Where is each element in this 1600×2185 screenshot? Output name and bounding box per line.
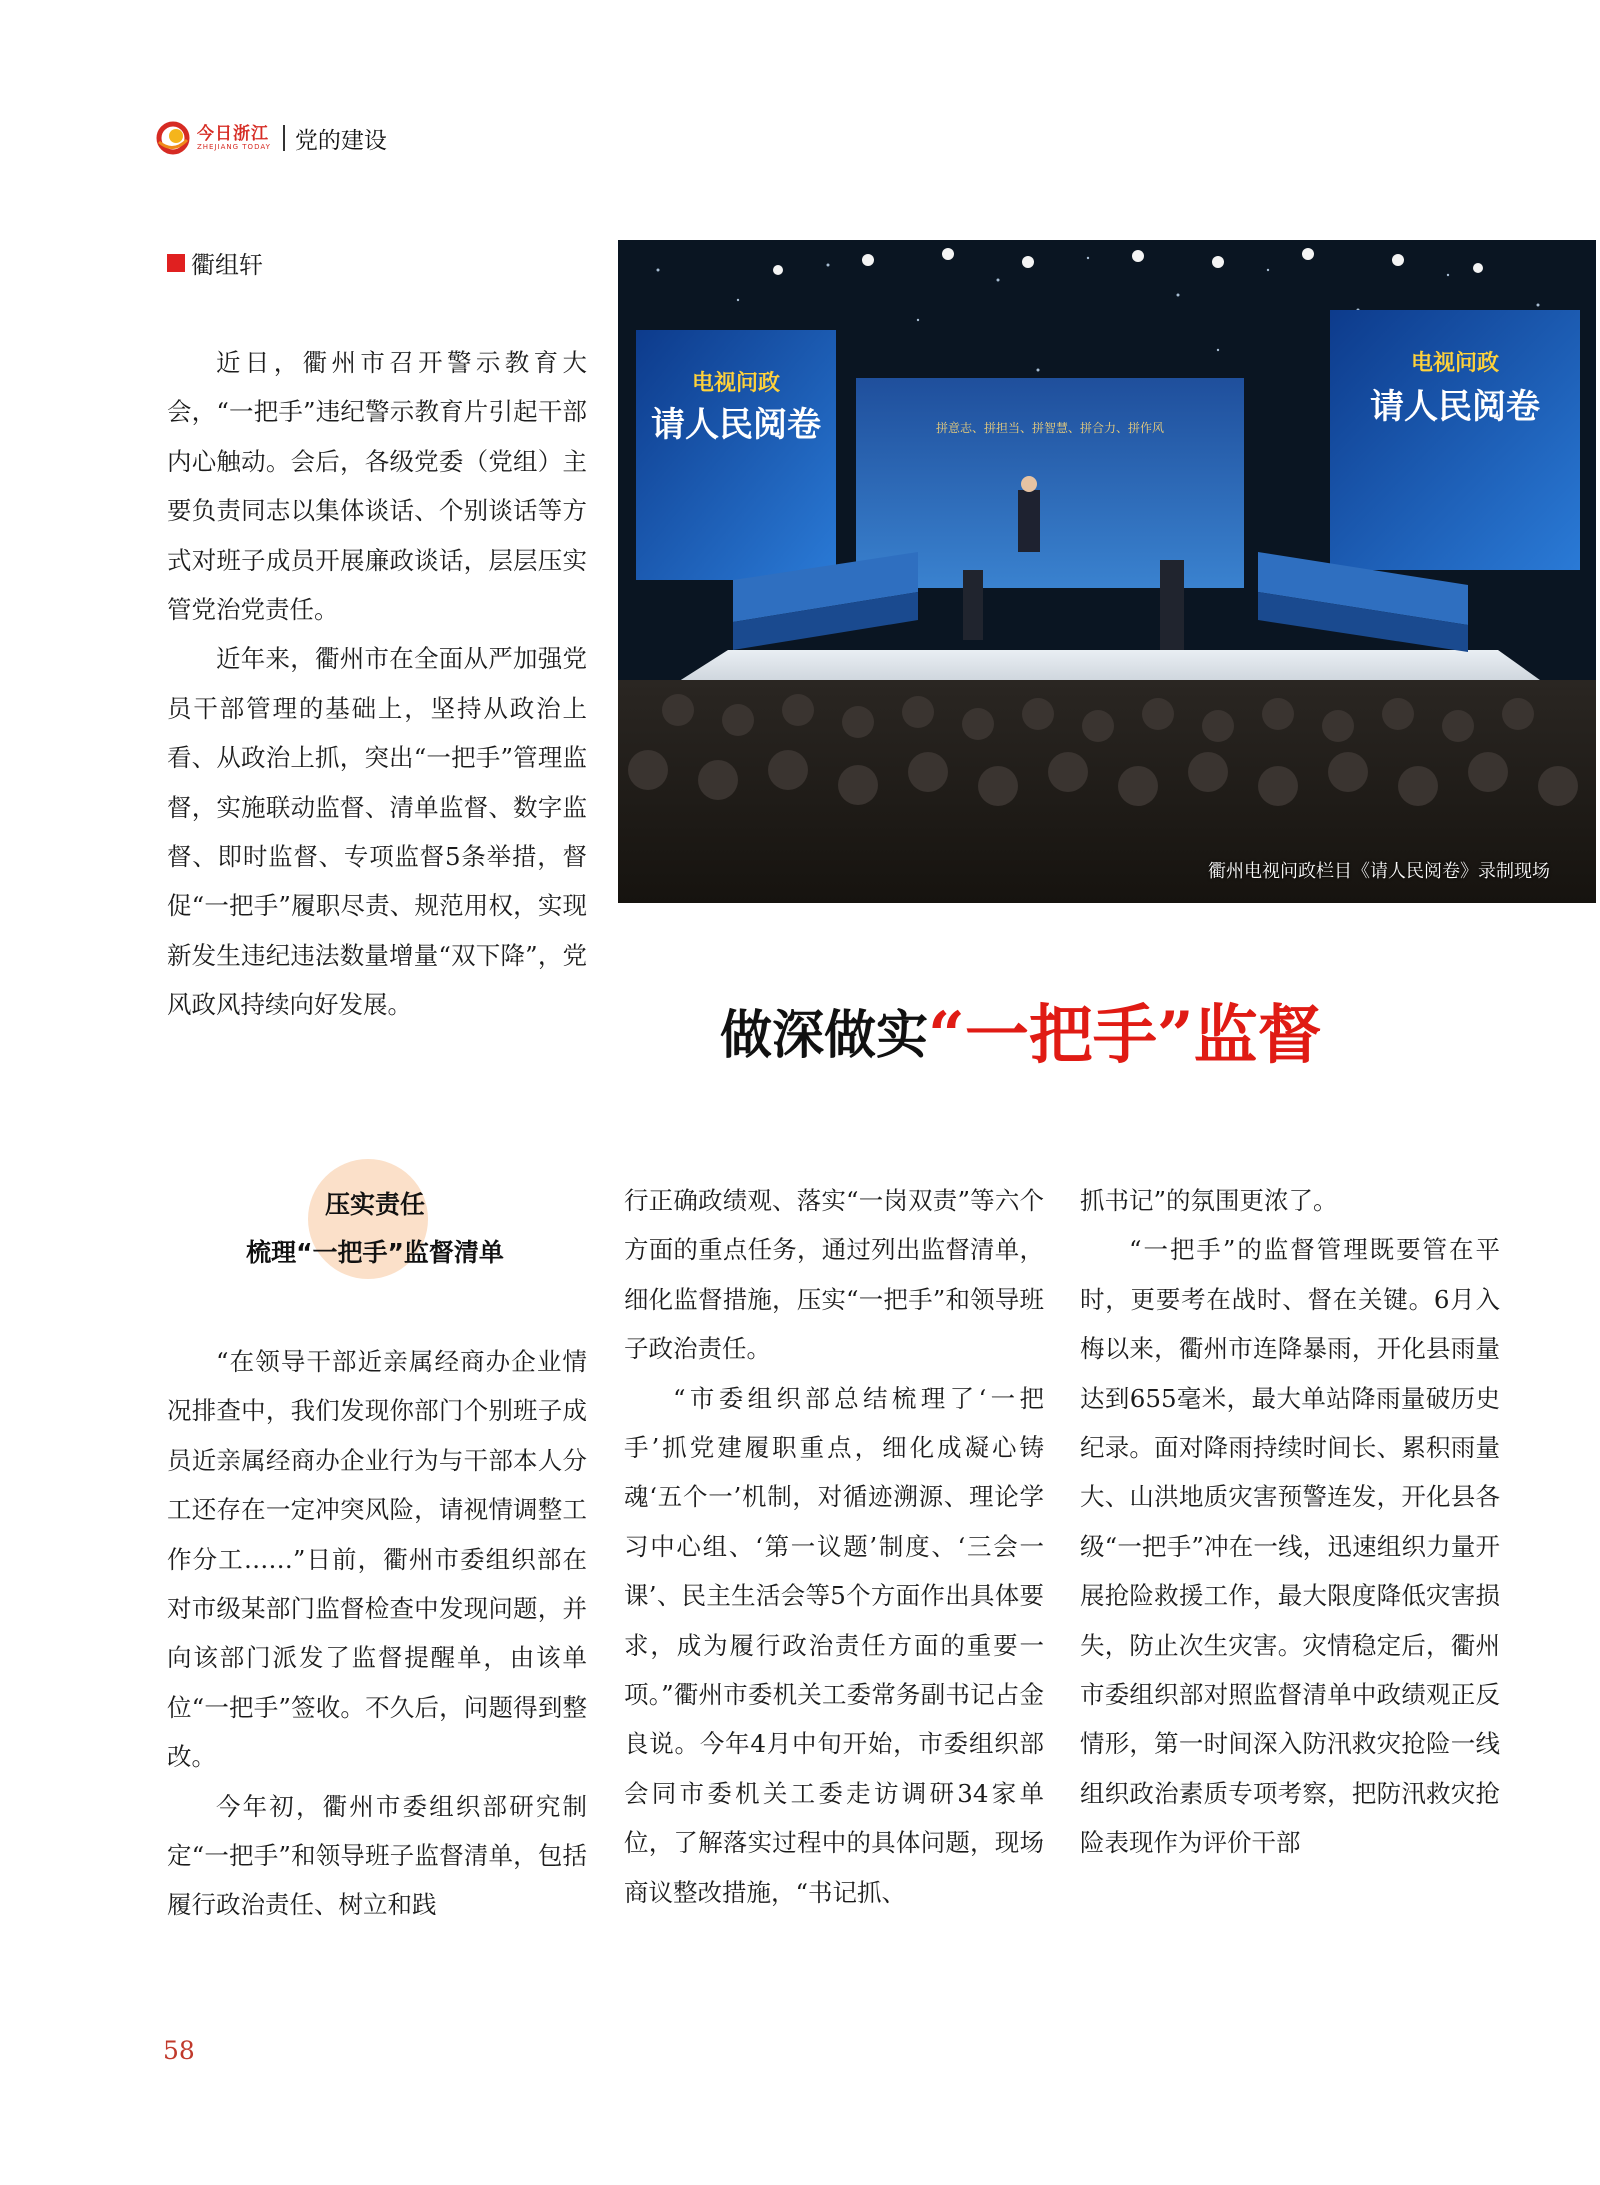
col2-paragraph-1: 行正确政绩观、落实“一岗双责”等六个方面的重点任务，通过列出监督清单，细化监督措施，压实“一把手”和领导班子政治责任。 <box>624 1186 1044 1364</box>
col3-paragraph-2: “一把手”的监督管理既要管在平时，更要考在战时、督在关键。6月入梅以来，衢州市连降暴雨，开化县雨量达到655毫米，最大单站降雨量破历史纪录。面对降雨持续时间长、累积雨量大、山洪地质灾害预警连发，开化县各级“一把手”冲在一线，迅速组织力量开展抢险救援工作，最大限度降低灾害损失，防止次生灾害。灾情稳定后，衢州市委组织部对照监督清单中政绩观正反情形，第一时间深入防汛救灾抢险一线组织政治素质专项考察，把防汛救灾抢险表现作为评价干部 <box>1080 1235 1500 1858</box>
logo-subtitle: ZHEJIANG TODAY <box>197 142 271 151</box>
intro-paragraph-2: 近年来，衢州市在全面从严加强党员干部管理的基础上，坚持从政治上看、从政治上抓，突出“一把手”管理监督，实施联动监督、清单监督、数字监督、即时监督、专项监督5条举措，督促“一把手”履职尽责、规范用权，实现新发生违纪违法数量增量“双下降”，党风政风持续向好发展。 <box>167 644 587 1020</box>
page-header <box>155 118 387 158</box>
subheading-line-2: 梳理“一把手”监督清单 <box>246 1238 504 1267</box>
studio-photo <box>618 240 1596 903</box>
col3-paragraph-1: 抓书记”的氛围更浓了。 <box>1080 1186 1338 1215</box>
headline-part-1: 做深做实 <box>720 1004 929 1066</box>
studio-scene-illustration <box>618 240 1596 903</box>
byline-author: 衢组轩 <box>191 251 263 279</box>
article-headline <box>720 990 1322 1073</box>
intro-text <box>167 338 587 1030</box>
col2-paragraph-2: “市委组织部总结梳理了‘一把手’抓党建履职重点，细化成凝心铸魂‘五个一’机制，对循迹溯源、理论学习中心组、‘第一议题’制度、‘三会一课’、民主生活会等5个方面作出具体要求，成为履行政治责任方面的重要一项。”衢州市委机关工委常务副书记占金良说。今年4月中旬开始，市委组织部会同市委机关工委走访调研34家单位，了解落实过程中的具体问题，现场商议整改措施，“书记抓、 <box>624 1383 1044 1907</box>
intro-paragraph-1: 近日，衢州市召开警示教育大会，“一把手”违纪警示教育片引起干部内心触动。会后，各级党委（党组）主要负责同志以集体谈话、个别谈话等方式对班子成员开展廉政谈话，层层压实管党治党责任。 <box>167 348 587 625</box>
body-column-1 <box>167 1337 587 1930</box>
red-square-icon <box>167 254 185 272</box>
subheading-line-1: 压实责任 <box>324 1190 425 1219</box>
magazine-logo <box>155 120 271 156</box>
headline-part-2: “一把手”监督 <box>928 998 1322 1073</box>
subheading <box>165 1167 585 1277</box>
col1-paragraph-2: 今年初，衢州市委组织部研究制定“一把手”和领导班子监督清单，包括履行政治责任、树立和践 <box>167 1791 587 1920</box>
logo-swirl-icon <box>155 120 191 156</box>
header-divider <box>283 125 285 151</box>
photo-caption: 衢州电视问政栏目《请人民阅卷》录制现场 <box>1208 861 1550 882</box>
byline <box>167 245 263 280</box>
section-title: 党的建设 <box>294 127 387 154</box>
right-screen-tag: 电视问政 <box>1410 351 1500 376</box>
right-screen-title: 请人民阅卷 <box>1370 387 1540 427</box>
logo-name: 今日浙江 <box>197 123 269 144</box>
left-screen-tag: 电视问政 <box>691 371 781 396</box>
body-column-3 <box>1080 1176 1500 1868</box>
body-column-2 <box>624 1176 1044 1917</box>
col1-paragraph-1: “在领导干部近亲属经商办企业情况排查中，我们发现你部门个别班子成员近亲属经商办企业行为与干部本人分工还存在一定冲突风险，请视情调整工作分工……”日前，衢州市委组织部在对市级某部门监督检查中发现问题，并向该部门派发了监督提醒单，由该单位“一把手”签收。不久后，问题得到整改。 <box>167 1347 587 1772</box>
page-number: 58 <box>163 2036 195 2065</box>
center-screen-slogan: 拼意志、拼担当、拼智慧、拼合力、拼作风 <box>935 421 1165 435</box>
left-screen-title: 请人民阅卷 <box>651 405 821 445</box>
